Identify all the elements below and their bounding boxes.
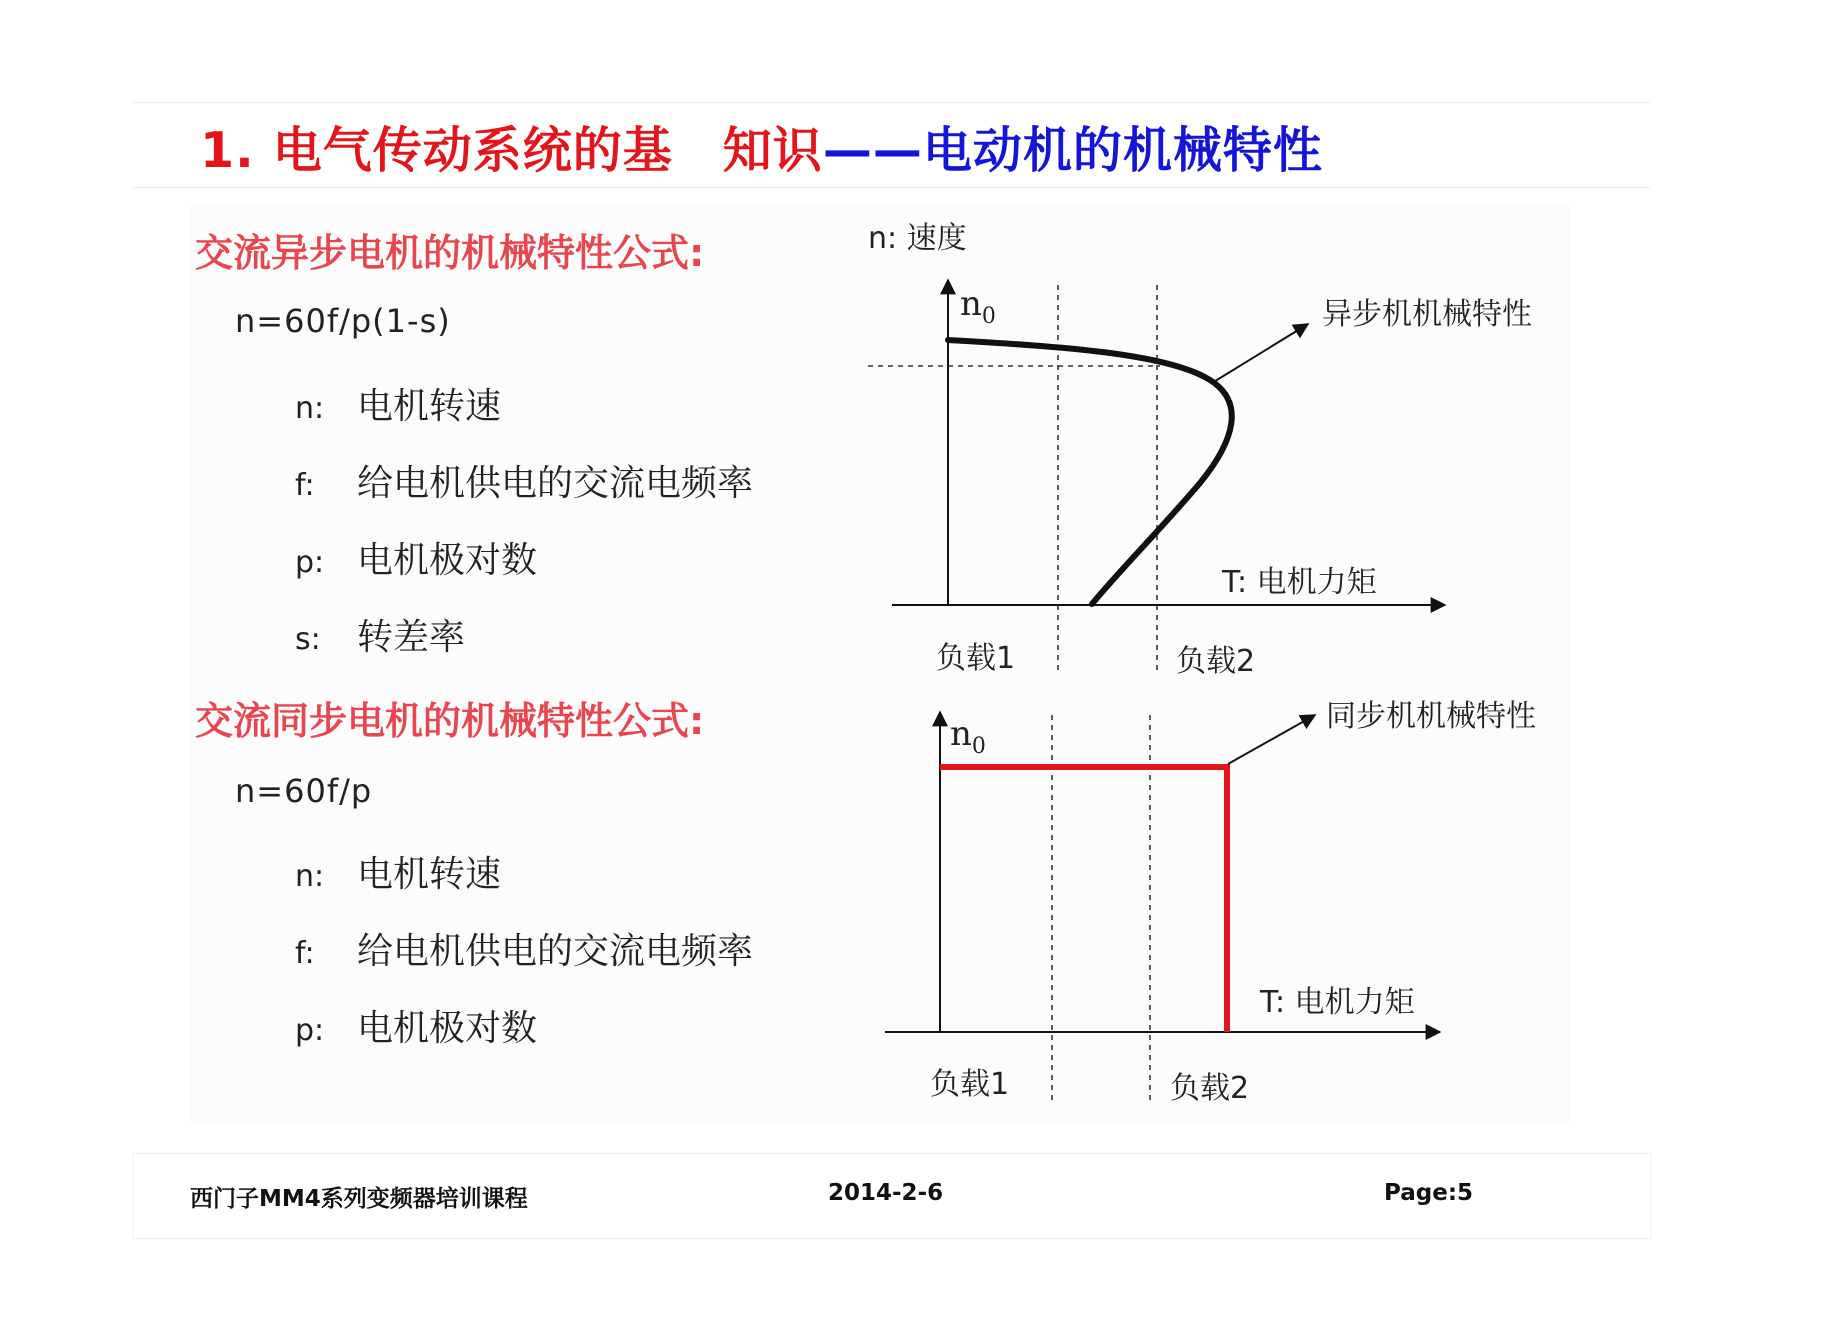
sync-heading: 交流同步电机的机械特性公式: bbox=[195, 699, 705, 743]
sync-curve-label: 同步机机械特性 bbox=[1326, 699, 1536, 734]
def-key: n: bbox=[295, 391, 325, 426]
def-key: s: bbox=[295, 622, 321, 657]
async-characteristic-curve bbox=[948, 340, 1232, 604]
footer-date: 2014-2-6 bbox=[828, 1180, 944, 1206]
sync-formula: n=60f/p bbox=[235, 772, 373, 810]
title-blue-part: 电动机的机械特性 bbox=[922, 122, 1323, 179]
load1-label-bottom: 负载1 bbox=[930, 1067, 1010, 1102]
torque-label-bottom: T: 电机力矩 bbox=[1260, 985, 1415, 1020]
title-prefix: 1. bbox=[200, 122, 255, 179]
title-red-part: 电气传动系统的基 bbox=[272, 122, 673, 179]
def-text: 电机转速 bbox=[357, 854, 502, 895]
load2-label-top: 负载2 bbox=[1176, 644, 1256, 679]
def-key: f: bbox=[295, 936, 315, 971]
def-text: 转差率 bbox=[357, 617, 466, 658]
def-key: n: bbox=[295, 859, 325, 894]
async-curve-pointer bbox=[1212, 324, 1308, 383]
title-dash: —— bbox=[822, 122, 923, 179]
async-heading: 交流异步电机的机械特性公式: bbox=[195, 231, 705, 275]
load2-label-bottom: 负载2 bbox=[1170, 1071, 1250, 1106]
def-key: p: bbox=[295, 1013, 325, 1048]
sync-diagram bbox=[885, 699, 1536, 1106]
footer-course: 西门子MM4系列变频器培训课程 bbox=[190, 1186, 528, 1212]
footer-page: Page:5 bbox=[1384, 1180, 1474, 1206]
load1-label-top: 负载1 bbox=[936, 641, 1016, 676]
def-text: 给电机供电的交流电频率 bbox=[357, 931, 754, 972]
sync-curve-pointer bbox=[1228, 715, 1315, 764]
title-red-part2: 知识 bbox=[722, 122, 823, 179]
def-text: 电机转速 bbox=[357, 386, 502, 427]
async-curve-label: 异步机机械特性 bbox=[1322, 297, 1532, 332]
sync-characteristic-curve bbox=[940, 767, 1227, 1032]
def-text: 电机极对数 bbox=[357, 1008, 538, 1049]
torque-label-top: T: 电机力矩 bbox=[1222, 565, 1377, 600]
def-text: 电机极对数 bbox=[357, 540, 538, 581]
n0-label-bottom: n0 bbox=[950, 714, 986, 759]
n0-label-top: n0 bbox=[960, 284, 996, 329]
async-formula: n=60f/p(1-s) bbox=[235, 302, 451, 340]
def-text: 给电机供电的交流电频率 bbox=[357, 463, 754, 504]
speed-axis-label: n: 速度 bbox=[868, 221, 967, 256]
def-key: f: bbox=[295, 468, 315, 503]
async-diagram bbox=[868, 221, 1532, 679]
def-key: p: bbox=[295, 545, 325, 580]
